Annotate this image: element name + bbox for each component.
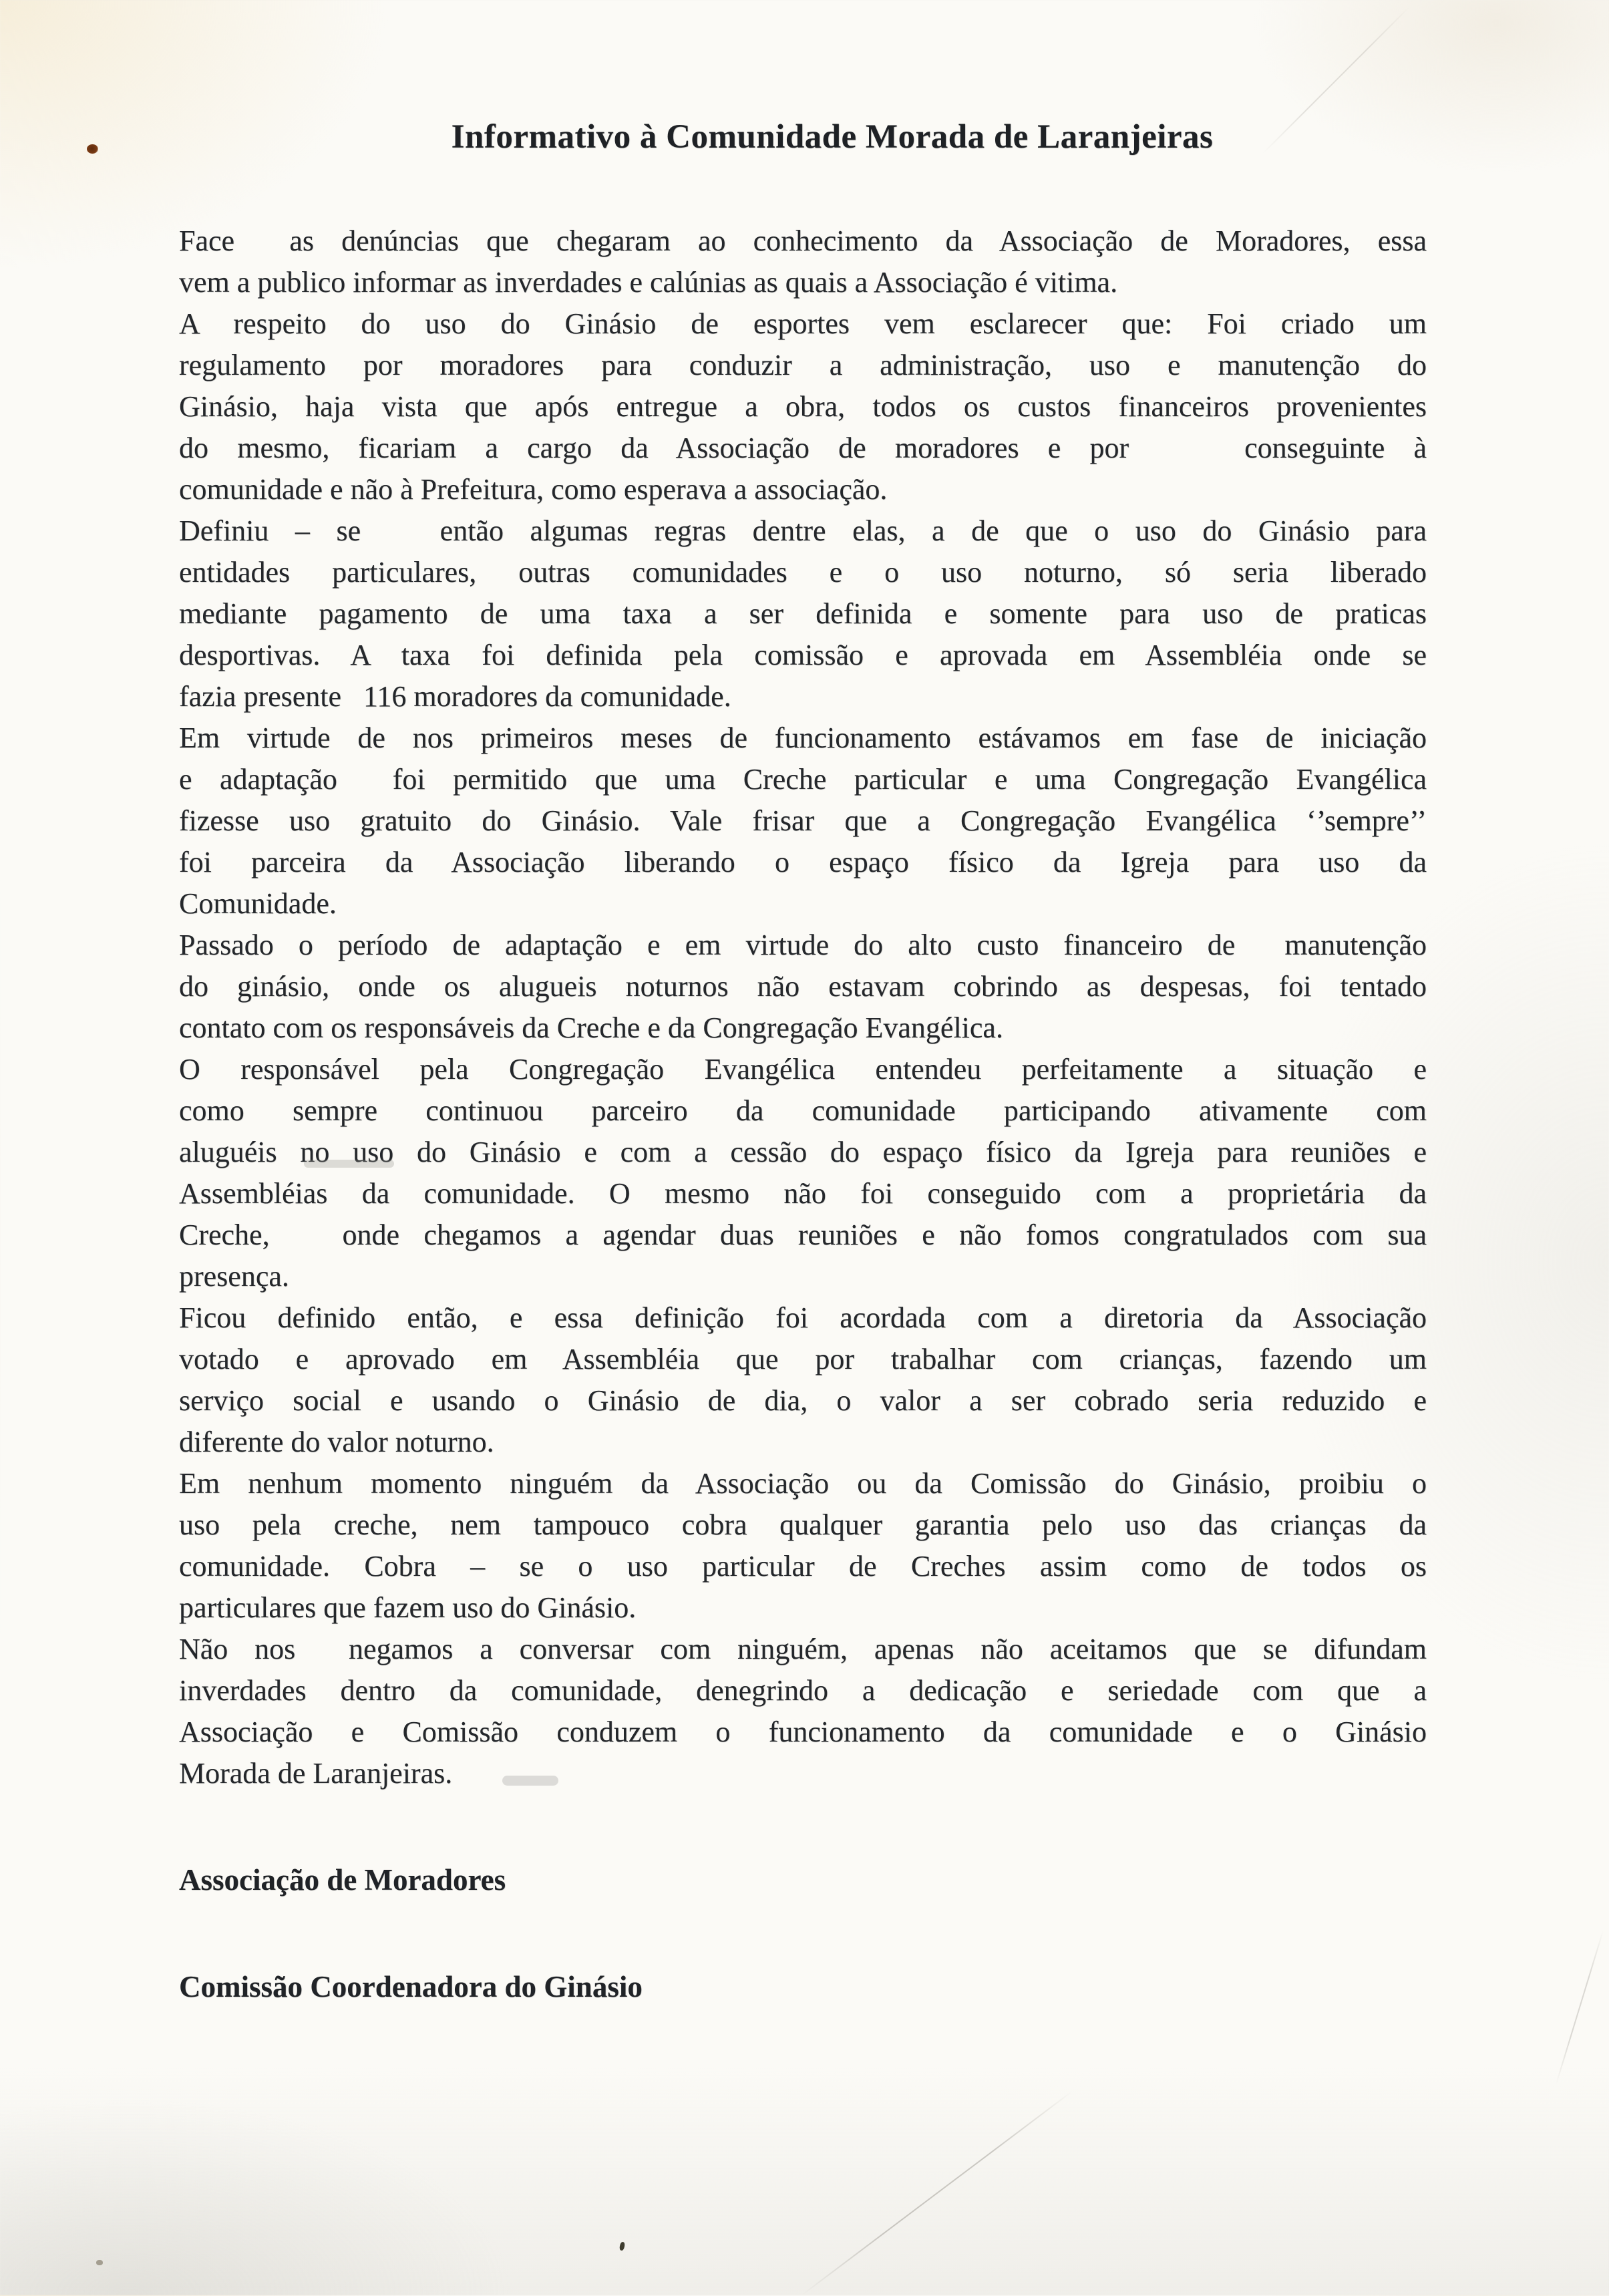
text-line: Definiu – se então algumas regras dentre elas, a de que o uso do Ginásio para — [179, 514, 1427, 547]
paper-speck — [619, 2241, 626, 2251]
page-title: Informativo à Comunidade Morada de Laranjeiras — [451, 118, 1214, 156]
text-line: entidades particulares, outras comunidades e o uso noturno, só seria liberado — [179, 556, 1427, 589]
text-line: Em virtude de nos primeiros meses de funcionamento estávamos em fase de iniciação — [179, 721, 1427, 754]
signature-association: Associação de Moradores — [179, 1863, 506, 1897]
text-line: Assembléias da comunidade. O mesmo não foi conseguido com a proprietária da — [179, 1177, 1427, 1210]
text-line: fazia presente 116 moradores da comunidade. — [179, 680, 731, 713]
text-line: Em nenhum momento ninguém da Associação ou da Comissão do Ginásio, proibiu o — [179, 1467, 1427, 1500]
paragraph — [179, 925, 1427, 1049]
paper-smudge — [304, 1160, 394, 1168]
text-line: comunidade. Cobra – se o uso particular de Creches assim como de todos os — [179, 1550, 1427, 1583]
paragraph — [179, 1629, 1427, 1794]
text-line: como sempre continuou parceiro da comunidade participando ativamente com — [179, 1094, 1427, 1127]
text-line: fizesse uso gratuito do Ginásio. Vale frisar que a Congregação Evangélica ‘’sempre’’ — [179, 804, 1427, 837]
text-line: Ficou definido então, e essa definição foi acordada com a diretoria da Associação — [179, 1301, 1427, 1334]
ink-spot — [87, 144, 98, 154]
text-line: vem a publico informar as inverdades e calúnias as quais a Associação é vitima. — [179, 266, 1118, 299]
paper-crease — [801, 2090, 1073, 2295]
text-line: Passado o período de adaptação e em virtude do alto custo financeiro de manutenção — [179, 929, 1427, 961]
text-line: Morada de Laranjeiras. — [179, 1757, 453, 1790]
paragraph — [179, 220, 1427, 303]
paper-speck — [96, 2260, 103, 2265]
text-line: desportivas. A taxa foi definida pela comissão e aprovada em Assembléia onde se — [179, 639, 1427, 671]
paragraph — [179, 510, 1427, 717]
text-line: Associação e Comissão conduzem o funcionamento da comunidade e o Ginásio — [179, 1715, 1427, 1748]
text-line: contato com os responsáveis da Creche e da Congregação Evangélica. — [179, 1011, 1003, 1044]
paragraph — [179, 1297, 1427, 1463]
paper-crease — [1556, 1931, 1604, 2084]
text-line: O responsável pela Congregação Evangélica entendeu perfeitamente a situação e — [179, 1053, 1427, 1086]
paragraph — [179, 303, 1427, 510]
text-line: aluguéis no uso do Ginásio e com a cessão do espaço físico da Igreja para reuniões e — [179, 1136, 1427, 1168]
text-line: A respeito do uso do Ginásio de esportes vem esclarecer que: Foi criado um — [179, 307, 1427, 340]
text-line: presença. — [179, 1260, 289, 1293]
text-line: Comunidade. — [179, 887, 337, 920]
text-line: mediante pagamento de uma taxa a ser definida e somente para uso de praticas — [179, 597, 1427, 630]
text-line: do mesmo, ficariam a cargo da Associação de moradores e por conseguinte à — [179, 432, 1427, 464]
text-line: particulares que fazem uso do Ginásio. — [179, 1591, 637, 1624]
text-line: regulamento por moradores para conduzir a administração, uso e manutenção do — [179, 349, 1427, 381]
paragraph — [179, 1463, 1427, 1629]
paragraph — [179, 717, 1427, 925]
document-body — [179, 220, 1427, 1794]
text-line: inverdades dentro da comunidade, denegrindo a dedicação e seriedade com que a — [179, 1674, 1427, 1707]
text-line: comunidade e não à Prefeitura, como esperava a associação. — [179, 473, 888, 506]
paragraph — [179, 1049, 1427, 1297]
signature-commission: Comissão Coordenadora do Ginásio — [179, 1970, 643, 2003]
text-line: Ginásio, haja vista que após entregue a obra, todos os custos financeiros provenientes — [179, 390, 1427, 423]
text-line: serviço social e usando o Ginásio de dia, o valor a ser cobrado seria reduzido e — [179, 1384, 1427, 1417]
paper-smudge — [502, 1776, 558, 1786]
text-line: e adaptação foi permitido que uma Creche particular e uma Congregação Evangélica — [179, 763, 1427, 796]
text-line: foi parceira da Associação liberando o espaço físico da Igreja para uso da — [179, 846, 1427, 878]
text-line: uso pela creche, nem tampouco cobra qualquer garantia pelo uso das crianças da — [179, 1508, 1427, 1541]
text-line: Não nos negamos a conversar com ninguém, apenas não aceitamos que se difundam — [179, 1633, 1427, 1665]
text-line: Creche, onde chegamos a agendar duas reuniões e não fomos congratulados com sua — [179, 1218, 1427, 1251]
text-line: do ginásio, onde os alugueis noturnos não estavam cobrindo as despesas, foi tentado — [179, 970, 1427, 1003]
text-line: Face as denúncias que chegaram ao conhecimento da Associação de Moradores, essa — [179, 224, 1427, 257]
text-line: diferente do valor noturno. — [179, 1426, 494, 1458]
text-line: votado e aprovado em Assembléia que por trabalhar com crianças, fazendo um — [179, 1343, 1427, 1375]
